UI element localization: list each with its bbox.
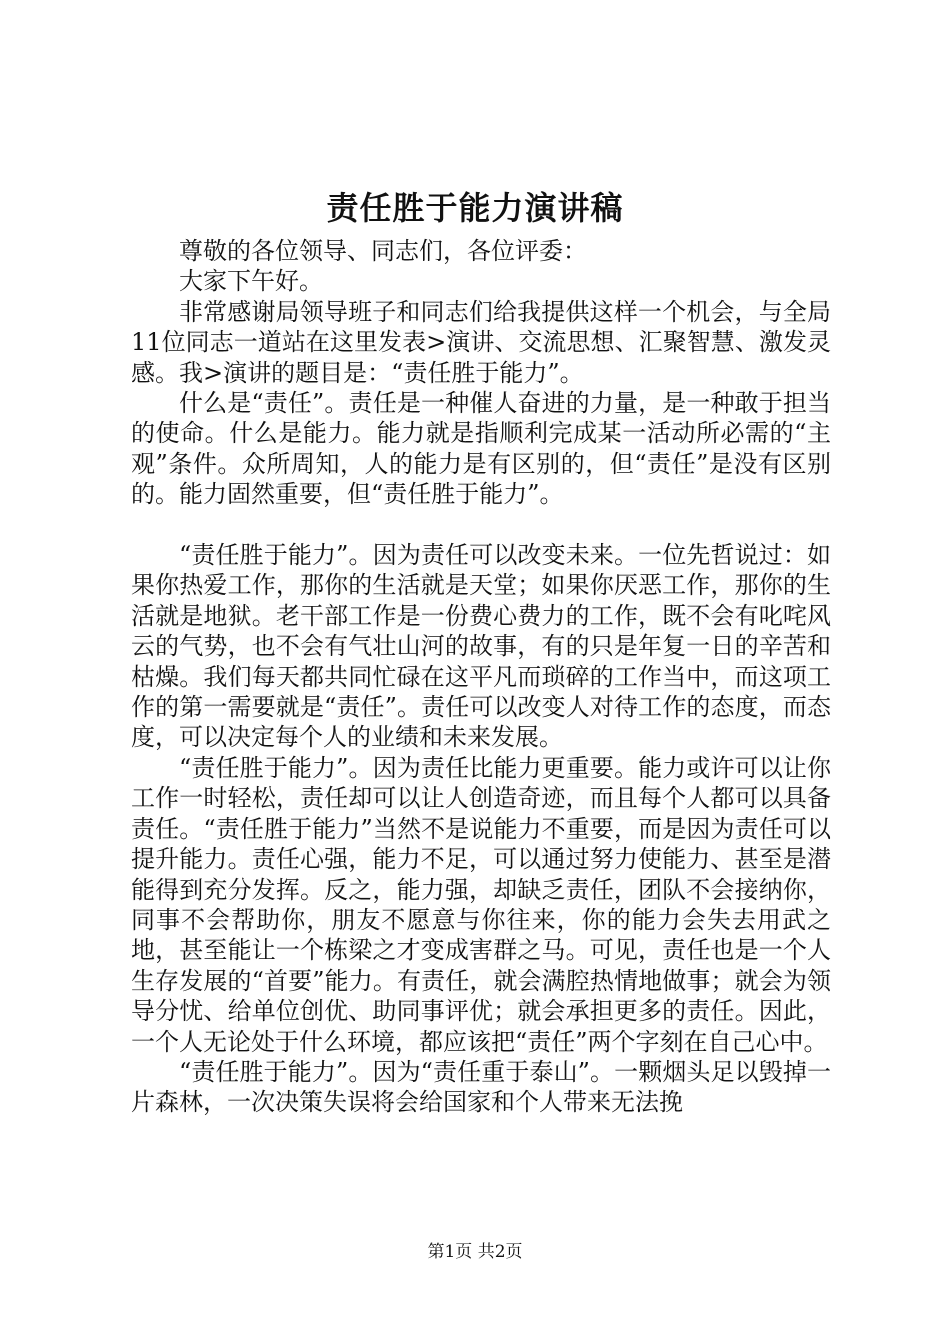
paragraph-point-future: “责任胜于能力”。因为责任可以改变未来。一位先哲说过：如果你热爱工作，那你的生活就是天堂；如果你厌恶工作，那你的生活就是地狱。老干部工作是一份费心费力的工作，既不会有叱咤风云的气势，也不会有气壮山河的故事，有的只是年复一日的辛苦和枯燥。我们每天都共同忙碌在这平凡而琐碎的工作当中，而这项工作的第一需要就是“责任”。责任可以改变人对待工作的态度，而态度，可以决定每个人的业绩和未来发展。 <box>131 541 831 752</box>
paragraph-definition: 什么是“责任”。责任是一种催人奋进的力量，是一种敢于担当的使命。什么是能力。能力就是指顺利完成某一活动所必需的“主观”条件。众所周知，人的能力是有区别的，但“责任”是没有区别的。能力固然重要，但“责任胜于能力”。 <box>131 389 831 509</box>
paragraph-intro: 非常感谢局领导班子和同志们给我提供这样一个机会，与全局11位同志一道站在这里发表>演讲、交流思想、汇聚智慧、激发灵感。我>演讲的题目是：“责任胜于能力”。 <box>131 297 831 387</box>
paragraph-greeting: 大家下午好。 <box>179 267 323 296</box>
paragraph-point-mountain: “责任胜于能力”。因为“责任重于泰山”。一颗烟头足以毁掉一片森林，一次决策失误将会给国家和个人带来无法挽 <box>131 1057 831 1117</box>
paragraph-point-importance: “责任胜于能力”。因为责任比能力更重要。能力或许可以让你工作一时轻松，责任却可以让人创造奇迹，而且每个人都可以具备责任。“责任胜于能力”当然不是说能力不重要，而是因为责任可以提升能力。责任心强，能力不足，可以通过努力使能力、甚至是潜能得到充分发挥。反之，能力强，却缺乏责任，团队不会接纳你，同事不会帮助你，朋友不愿意与你往来，你的能力会失去用武之地，甚至能让一个栋梁之才变成害群之马。可见，责任也是一个人生存发展的“首要”能力。有责任，就会满腔热情地做事；就会为领导分忧、给单位创优、助同事评优；就会承担更多的责任。因此，一个人无论处于什么环境，都应该把“责任”两个字刻在自己心中。 <box>131 753 831 1056</box>
page-footer: 第1页 共2页 <box>427 1242 523 1262</box>
document-body <box>131 236 831 1118</box>
document-title: 责任胜于能力演讲稿 <box>326 189 624 227</box>
paragraph-salutation: 尊敬的各位领导、同志们，各位评委： <box>179 237 587 265</box>
